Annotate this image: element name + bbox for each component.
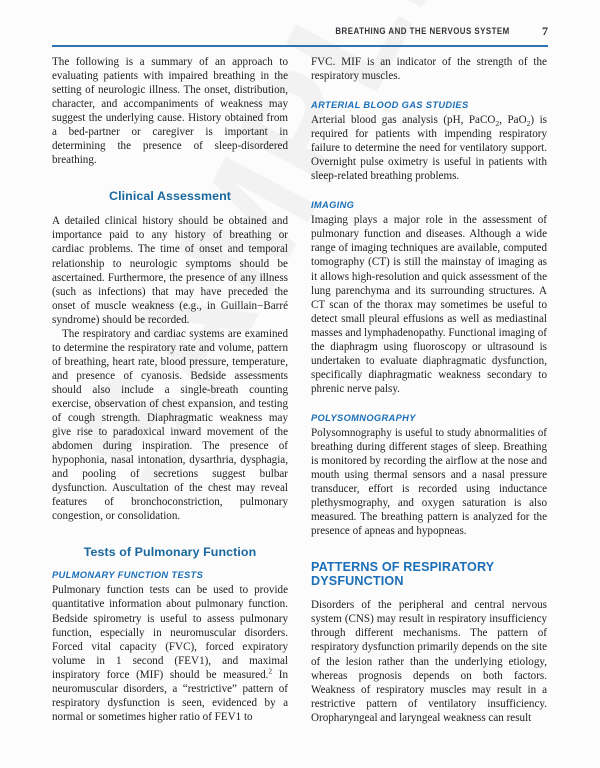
paragraph-patterns-of-respiratory-dysfunction: Disorders of the peripheral and central nervous system (CNS) may result in respiratory insufficiency through different mechanisms. The pattern of respiratory dysfunction primarily depends on the site of the lesion rather than the underlying etiology, whereas prognosis depends on both factors. Weakness of respiratory muscles may result in a restrictive pattern of ventilatory insufficiency. Oropharyngeal and laryngeal weakness can result <box>311 599 547 724</box>
right-column <box>311 55 547 745</box>
paragraph-polysomnography: Polysomnography is useful to study abnormalities of breathing during different stages of sleep. Breathing is monitored by recording the airflow at the nose and mouth using thermal sensors and a nasal pressure transducer, effort is recorded using inductance plethysmography, and oxygen saturation is also measured. The breathing pattern is analyzed for the presence of apneas and hypopneas. <box>311 426 547 538</box>
abg-text-part-1: Arterial blood gas analysis (pH, PaCO <box>311 114 496 127</box>
heading-patterns-of-respiratory-dysfunction: PATTERNS OF RESPIRATORY DYSFUNCTION <box>311 560 495 589</box>
page-running-head <box>52 26 548 42</box>
citation-marker-2: 2 <box>268 666 273 675</box>
left-column <box>52 55 288 745</box>
pft-text-part-1: Pulmonary function tests can be used to provide quantitative information about pulmonary function. Bedside spirometry is useful to assess pulmonary function, especially in neuromuscular disorders. Forced vital capacity (FVC), forced expiratory volume in 1 second (FEV1), and maximal inspiratory force (MIF) should be measured. <box>52 584 288 681</box>
pao2-subscript: 2 <box>526 119 531 129</box>
heading-arterial-blood-gas-studies: ARTERIAL BLOOD GAS STUDIES <box>311 100 469 111</box>
paragraph-approach-summary: The following is a summary of an approach to evaluating patients with impaired breathing in the setting of neurologic illness. The onset, distribution, character, and accompaniments of weakness may suggest the underlying cause. History obtained from a bed-partner or caregiver is important in determining the presence of sleep-disordered breathing. <box>52 56 288 167</box>
running-head-title: BREATHING AND THE NERVOUS SYSTEM <box>335 26 510 36</box>
page-number: 7 <box>542 24 548 38</box>
paco2-subscript: 2 <box>495 119 500 129</box>
abg-text-part-2: , PaO <box>499 114 527 127</box>
paragraph-mif-indicator: FVC. MIF is an indicator of the strength of the respiratory muscles. <box>311 56 547 83</box>
paragraph-pulmonary-function-tests <box>52 583 288 723</box>
paragraph-clinical-history: A detailed clinical history should be obtained and importance paid to any history of breathing or cardiac problems. The time of onset and temporal relationship to neurologic symptoms should be ascertained. Furthermore, the presence of any illness (such as infections) that may have preceded the onset of muscle weakness (e.g., in Guillain−Barré syndrome) should be recorded. <box>52 215 288 326</box>
heading-imaging: IMAGING <box>311 200 355 211</box>
paragraph-imaging: Imaging plays a major role in the assessment of pulmonary function and diseases. Although a wide range of imaging techniques are available, computed tomography (CT) is still the mainstay of imaging as it allows high-resolution and quick assessment of the lung parenchyma and its surrounding structures. A CT scan of the thorax may sometimes be useful to detect small pleural effusions as well as mediastinal masses and lymphadenopathy. Functional imaging of the diaphragm using fluoroscopy or ultrasound is undertaken to evaluate diaphragmatic dysfunction, specifically diaphragmatic weakness secondary to phrenic nerve palsy. <box>311 214 547 395</box>
abg-text-part-3: ) is required for patients with impending respiratory failure to determine the need for ventilatory support. Overnight pulse oximetry is useful in patients with sleep-related breathing problems. <box>311 114 547 183</box>
heading-tests-of-pulmonary-function: Tests of Pulmonary Function <box>83 545 257 560</box>
two-column-body <box>52 55 548 745</box>
paragraph-arterial-blood-gas <box>311 113 547 183</box>
header-rule <box>52 45 548 47</box>
pft-text-part-2: In neuromuscular disorders, a “restrictive” pattern of respiratory dysfunction is seen, evidenced by a normal or sometimes higher ratio of FEV1 to <box>52 668 288 723</box>
paragraph-respiratory-cardiac-exam: The respiratory and cardiac systems are examined to determine the respiratory rate and volume, pattern of breathing, heart rate, blood pressure, temperature, and presence of cyanosis. Bedside assessments should also include a single-breath counting exercise, observation of chest expansion, and testing of cough strength. Diaphragmatic weakness may give rise to paradoxical inward movement of the abdomen during inspiration. The presence of hypophonia, nasal intonation, dysarthria, dysphagia, and pooling of secretions suggest bulbar dysfunction. Auscultation of the chest may reveal features of bronchoconstriction, pulmonary congestion, or consolidation. <box>52 327 288 523</box>
heading-pulmonary-function-tests: PULMONARY FUNCTION TESTS <box>52 570 204 581</box>
heading-clinical-assessment: Clinical Assessment <box>109 189 231 204</box>
heading-polysomnography: POLYSOMNOGRAPHY <box>311 412 416 423</box>
